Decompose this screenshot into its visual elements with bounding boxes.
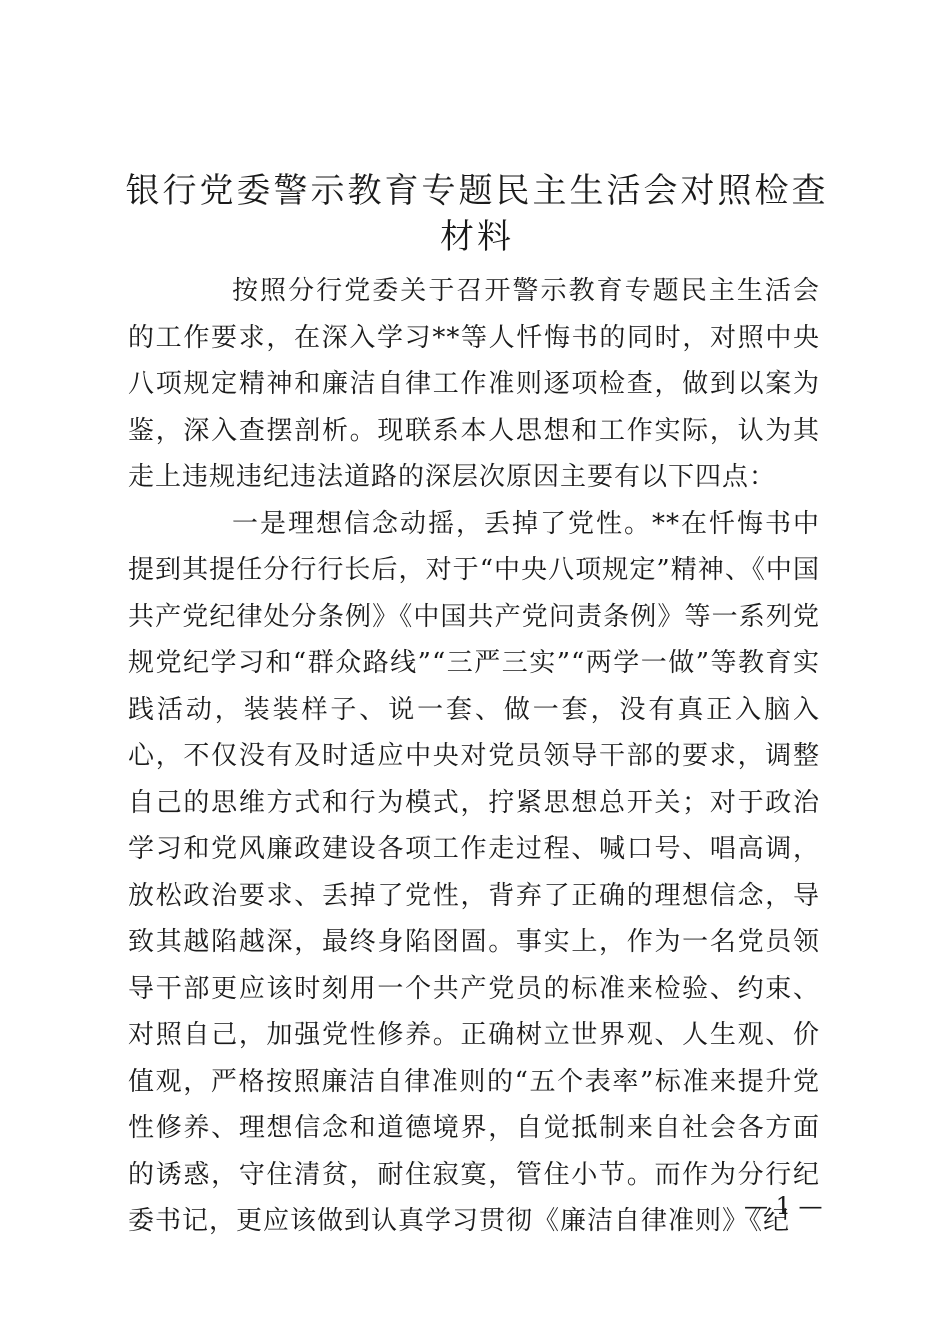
paragraph-intro: 按照分行党委关于召开警示教育专题民主生活会的工作要求，在深入学习**等人忏悔书的同时，对照中央八项规定精神和廉洁自律工作准则逐项检查，做到以案为鉴，深入查摆剖析。现联系本人思想和工作实际，认为其走上违规违纪违法道路的深层次原因主要有以下四点： bbox=[128, 276, 820, 492]
document-body bbox=[128, 268, 820, 1245]
document-title: 银行党委警示教育专题民主生活会对照检查材料 bbox=[125, 171, 829, 257]
page-number: — 1 — bbox=[744, 1192, 823, 1220]
paragraph-point-one: 一是理想信念动摇，丢掉了党性。**在忏悔书中提到其提任分行行长后，对于“中央八项规定”精神、《中国共产党纪律处分条例》《中国共产党问责条例》等一系列党规党纪学习和“群众路线”“三严三实”“两学一做”等教育实践活动，装装样子、说一套、做一套，没有真正入脑入心，不仅没有及时适应中央对党员领导干部的要求，调整自己的思维方式和行为模式，拧紧思想总开关；对于政治学习和党风廉政建设各项工作走过程、喊口号、唱高调，放松政治要求、丢掉了党性，背弃了正确的理想信念，导致其越陷越深，最终身陷囹圄。事实上，作为一名党员领导干部更应该时刻用一个共产党员的标准来检验、约束、对照自己，加强党性修养。正确树立世界观、人生观、价值观，严格按照廉洁自律准则的“五个表率”标准来提升党性修养、理想信念和道德境界，自觉抵制来自社会各方面的诱惑，守住清贫，耐住寂寞，管住小节。而作为分行纪委书记，更应该做到认真学习贯彻《廉洁自律准则》《纪 bbox=[128, 508, 820, 1236]
